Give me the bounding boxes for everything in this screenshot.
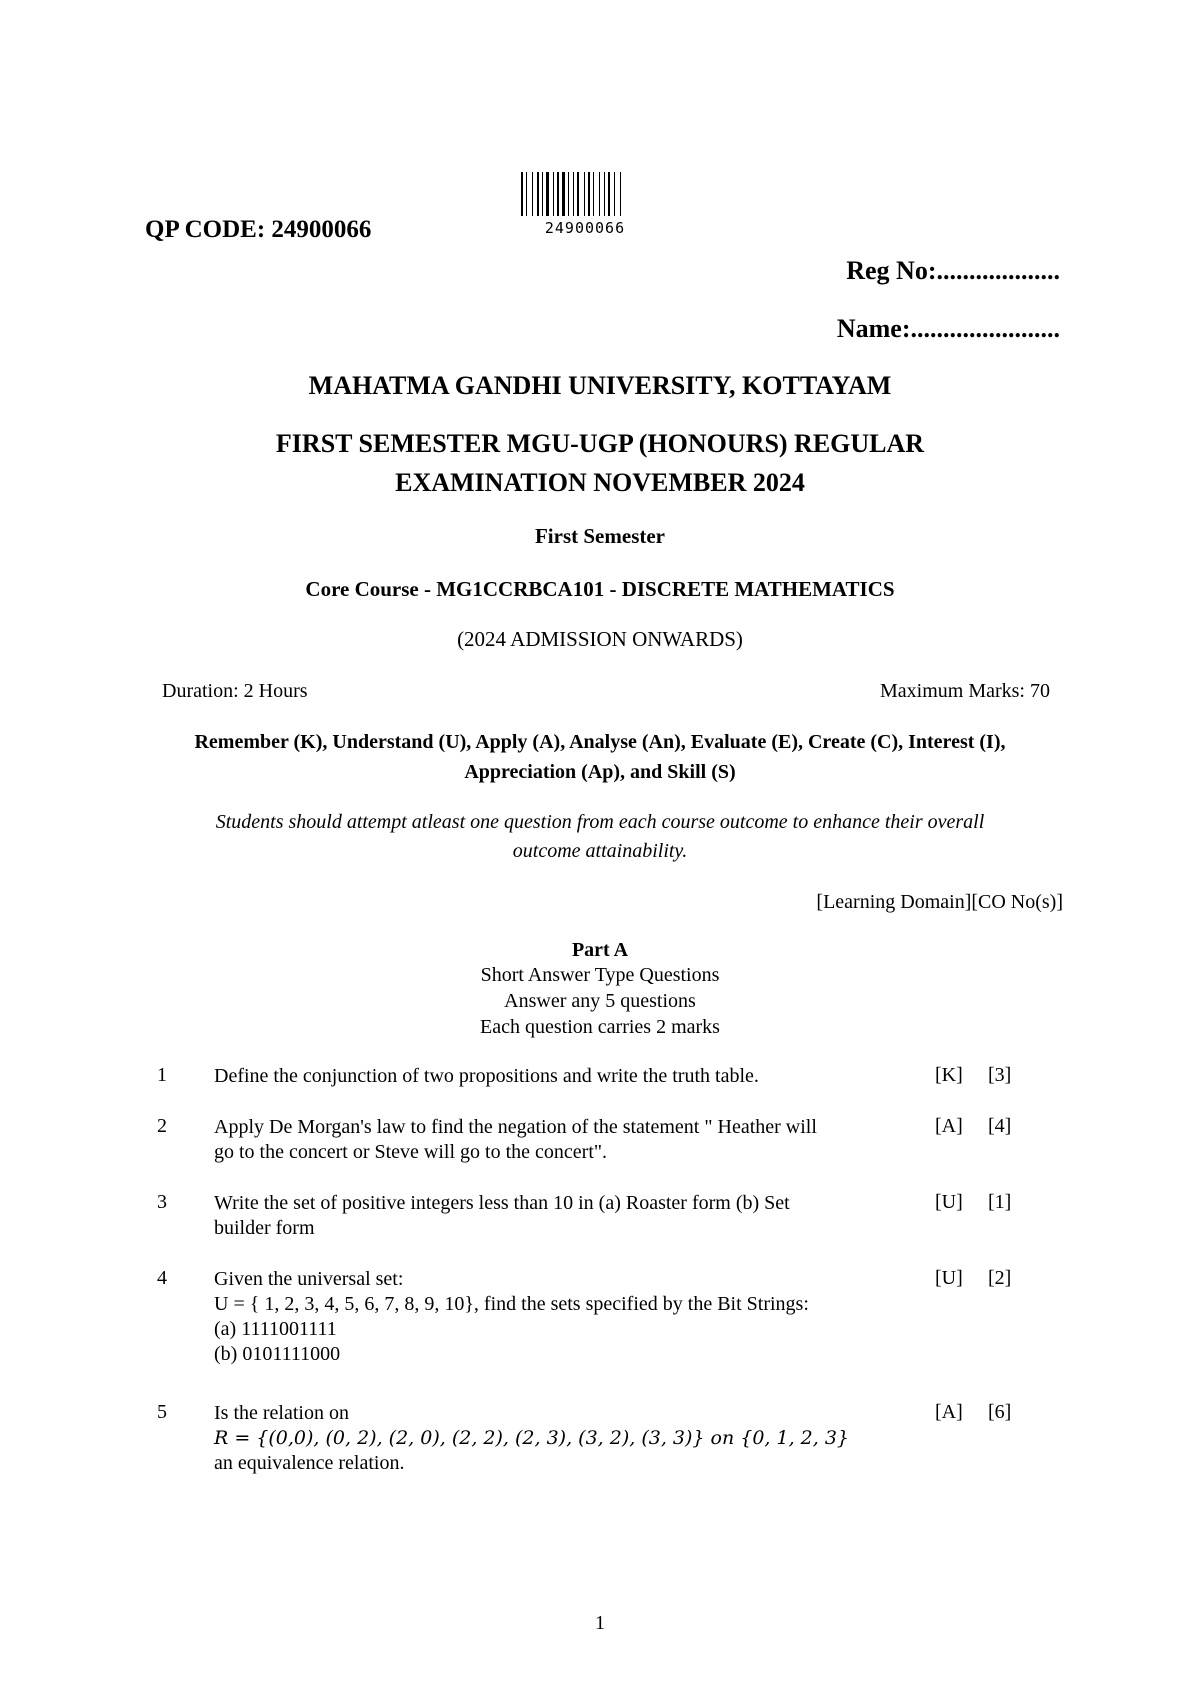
barcode-bar: [542, 172, 543, 216]
question-line: an equivalence relation.: [214, 1452, 405, 1474]
question-co: [1]: [988, 1191, 1012, 1213]
barcode: [519, 172, 651, 237]
domains-legend-line2: Appreciation (Ap), and Skill (S): [464, 761, 736, 783]
question-co: [2]: [988, 1267, 1012, 1289]
exam-title-line1: FIRST SEMESTER MGU-UGP (HONOURS) REGULAR: [275, 429, 925, 458]
question-domain: [A]: [935, 1401, 963, 1423]
course-title: Core Course - MG1CCRBCA101 - DISCRETE MATHEMATICS: [305, 577, 895, 601]
barcode-bar: [568, 172, 569, 216]
question-line: Given the universal set:: [214, 1268, 404, 1290]
question-line: (a) 1111001111: [214, 1318, 337, 1340]
reg-no-field: Reg No:...................: [846, 256, 1060, 285]
barcode-text: 24900066: [544, 219, 626, 237]
question-text: [214, 1115, 904, 1165]
admission-note: (2024 ADMISSION ONWARDS): [457, 627, 743, 651]
barcode-bar: [521, 172, 523, 216]
instruction-line1: Students should attempt atleast one question from each course outcome to enhance their overall: [215, 811, 985, 833]
barcode-bar: [584, 172, 585, 216]
barcode-bar: [599, 172, 600, 216]
barcode-bar: [557, 172, 559, 216]
question-co: [3]: [988, 1064, 1012, 1086]
maximum-marks: Maximum Marks: 70: [880, 680, 1050, 702]
question-line: Apply De Morgan's law to find the negation of the statement " Heather will: [214, 1116, 817, 1138]
question-line: U = { 1, 2, 3, 4, 5, 6, 7, 8, 9, 10}, find the sets specified by the Bit Strings:: [214, 1293, 809, 1315]
question-domain: [U]: [935, 1267, 963, 1289]
barcode-bar: [532, 172, 533, 216]
question-co: [4]: [988, 1115, 1012, 1137]
barcode-bars: [519, 172, 651, 216]
qp-code: QP CODE: 24900066: [145, 216, 372, 243]
barcode-bar: [608, 172, 610, 216]
question-number: 3: [157, 1191, 167, 1213]
question-line: Is the relation on: [214, 1402, 349, 1424]
part-a-instruction: Answer any 5 questions: [504, 990, 696, 1012]
university-title: MAHATMA GANDHI UNIVERSITY, KOTTAYAM: [308, 371, 892, 400]
question-domain: [U]: [935, 1191, 963, 1213]
part-a-subtitle: Short Answer Type Questions: [480, 964, 720, 986]
barcode-bar: [553, 172, 554, 216]
question-text: [214, 1401, 904, 1476]
barcode-bar: [620, 172, 621, 216]
question-number: 5: [157, 1401, 167, 1423]
question-text: [214, 1191, 904, 1241]
question-line: Define the conjunction of two propositions and write the truth table.: [214, 1065, 759, 1087]
name-field: Name:.......................: [836, 314, 1060, 343]
question-number: 4: [157, 1267, 167, 1289]
question-number: 1: [157, 1064, 167, 1086]
exam-title-line2: EXAMINATION NOVEMBER 2024: [395, 468, 805, 497]
barcode-bar: [573, 172, 574, 216]
barcode-bar: [588, 172, 590, 216]
barcode-bar: [562, 172, 565, 216]
question-domain: [K]: [935, 1064, 963, 1086]
question-text: [214, 1267, 904, 1367]
question-text: [214, 1064, 904, 1089]
barcode-bar: [526, 172, 527, 216]
question-domain: [A]: [935, 1115, 963, 1137]
page-number: 1: [595, 1612, 605, 1634]
relation-formula: R = {(0,0), (0, 2), (2, 0), (2, 2), (2, 3), (3, 2), (3, 3)} on {0, 1, 2, 3}: [214, 1427, 850, 1449]
learning-domain-header: [Learning Domain][CO No(s)]: [816, 891, 1063, 913]
barcode-bar: [593, 172, 594, 216]
barcode-bar: [614, 172, 615, 216]
barcode-bar: [546, 172, 549, 216]
barcode-bar: [537, 172, 539, 216]
question-co: [6]: [988, 1401, 1012, 1423]
part-a-marks-note: Each question carries 2 marks: [480, 1016, 720, 1038]
semester-label: First Semester: [534, 524, 666, 548]
part-a-title: Part A: [571, 939, 629, 961]
question-line: (b) 0101111000: [214, 1343, 341, 1365]
question-number: 2: [157, 1115, 167, 1137]
question-line: builder form: [214, 1217, 315, 1239]
duration: Duration: 2 Hours: [162, 680, 308, 702]
instruction-line2: outcome attainability.: [512, 840, 688, 862]
question-line: go to the concert or Steve will go to the concert".: [214, 1141, 608, 1163]
question-line: Write the set of positive integers less than 10 in (a) Roaster form (b) Set: [214, 1192, 790, 1214]
barcode-bar: [604, 172, 605, 216]
barcode-bar: [577, 172, 579, 216]
domains-legend-line1: Remember (K), Understand (U), Apply (A), Analyse (An), Evaluate (E), Create (C), Interest (I),: [194, 731, 1006, 753]
